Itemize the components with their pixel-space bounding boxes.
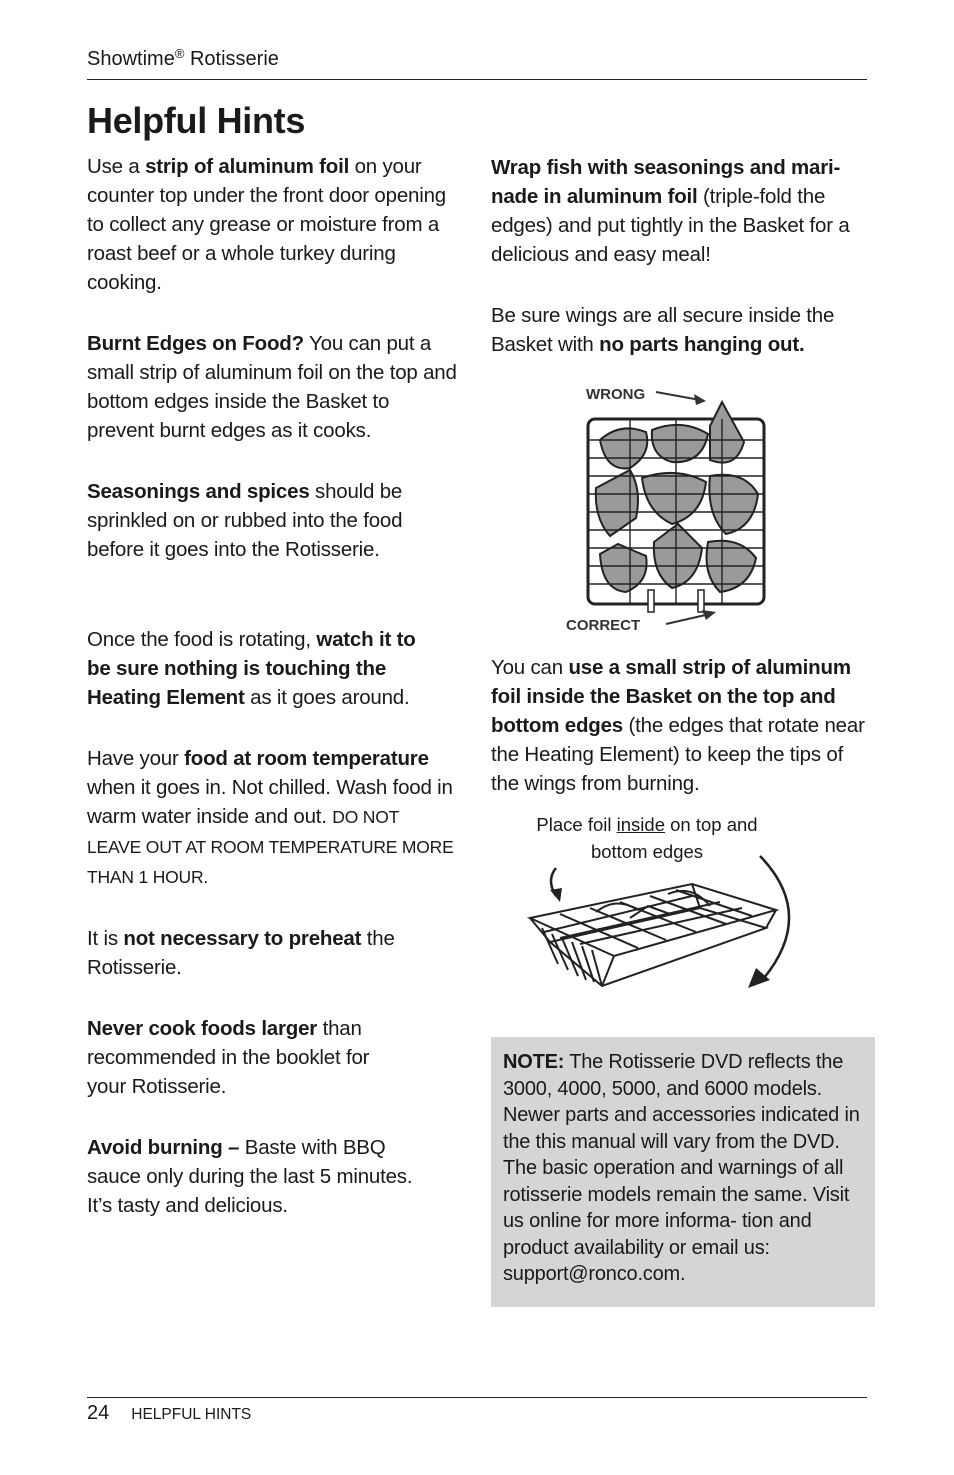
page-title: Helpful Hints	[87, 100, 306, 141]
hint-foil-countertop: Use a strip of aluminum foil on your counter top under the front door opening to collect any grease or moisture from a roast beef or a whole turkey during cooking.	[87, 155, 446, 294]
running-header	[87, 46, 279, 71]
page-footer	[87, 1402, 251, 1425]
correct-arrow	[666, 614, 710, 624]
footer-section-label: HELPFUL HINTS	[131, 1406, 252, 1423]
arrow-bottom-edge	[760, 856, 789, 978]
wings-basket-illustration	[560, 378, 800, 640]
note-box	[491, 1037, 875, 1307]
correct-arrowhead	[702, 610, 716, 620]
hint-secure-wings: Be sure wings are all secure inside the Basket with no parts hanging out.	[491, 304, 835, 356]
hint-preheat: It is not necessary to preheat the Rotisserie.	[87, 927, 395, 979]
hint-watch-rotating: Once the food is rotating, watch it to be sure nothing is touching the Heating Element as it goes around.	[87, 628, 416, 709]
page-number: 24	[87, 1402, 110, 1424]
header-rule	[87, 79, 867, 80]
hint-wrap-fish: Wrap fish with seasonings and mari- nade in aluminum foil (triple-fold the edges) and put tightly in the Basket for a delicious and easy meal!	[491, 156, 850, 266]
foil-caption: Place foil inside on top and bottom edges	[536, 814, 758, 862]
wrong-arrowhead	[694, 394, 706, 405]
arrow-top-edge-head	[550, 888, 562, 902]
basket-handle-right	[698, 590, 704, 612]
hint-avoid-burning: Avoid burning – Baste with BBQ sauce only during the last 5 minutes. It’s tasty and delicious.	[87, 1136, 413, 1217]
wrong-label: WRONG	[586, 386, 646, 403]
basket-foil-illustration	[520, 810, 810, 1020]
registered-mark: ®	[174, 46, 185, 61]
hint-room-temperature: Have your food at room temperature when it goes in. Not chilled. Wash food in warm water inside and out. DO NOT LEAVE OUT AT ROOM TEMPERATURE MORE THAN 1 HOUR.	[87, 747, 454, 887]
left-column	[87, 152, 457, 1220]
wing-pieces	[596, 402, 758, 592]
brand-name: Showtime	[87, 48, 175, 70]
correct-label: CORRECT	[566, 617, 641, 634]
hint-foil-inside-basket: You can use a small strip of aluminum foil inside the Basket on the top and bottom edges (the edges that rotate near the Heating Element) to keep the tips of the wings from burning.	[491, 656, 865, 795]
note-text: NOTE: The Rotisserie DVD reflects the 3000, 4000, 5000, and 6000 models. Newer parts and accessories indicated in the this manual will vary from the DVD. The basic operation and warnings of all rotisserie models remain the same. Visit us online for more informa- tion and product availability or email us: support@ronco.com.	[503, 1051, 860, 1285]
basket-handle-left	[648, 590, 654, 612]
hint-seasonings: Seasonings and spices should be sprinkled on or rubbed into the food before it goes into the Rotisserie.	[87, 480, 403, 561]
footer-rule	[87, 1397, 867, 1398]
product-name: Rotisserie	[184, 48, 279, 70]
wrong-arrow	[656, 392, 700, 400]
arrow-bottom-edge-head	[748, 968, 770, 988]
hint-food-size: Never cook foods larger than recommended in the booklet for your Rotisserie.	[87, 1017, 370, 1098]
hint-burnt-edges: Burnt Edges on Food? You can put a small strip of aluminum foil on the top and bottom edges inside the Basket to prevent burnt edges as it cooks.	[87, 332, 457, 442]
basket-wireframe	[530, 884, 776, 986]
